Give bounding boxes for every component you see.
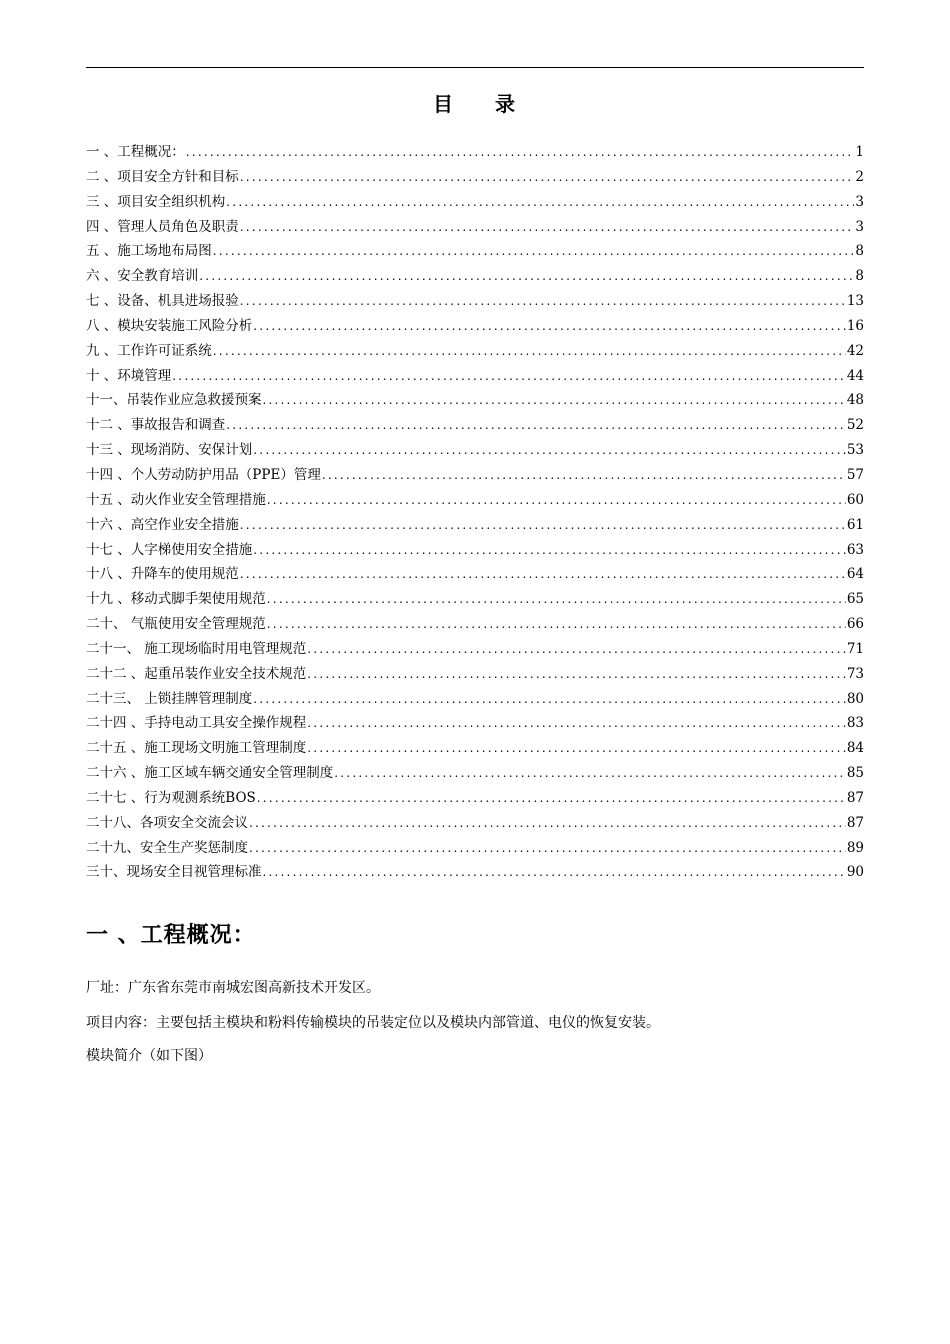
toc-entry-page: 3 <box>855 193 864 210</box>
toc-entry-page: 13 <box>846 293 864 310</box>
toc-entry-page: 2 <box>855 168 864 185</box>
section-heading: 一 、工程概况： <box>86 923 256 948</box>
toc-leader-dots <box>240 515 846 535</box>
toc-entry[interactable] <box>86 540 864 565</box>
toc-entry[interactable] <box>86 341 864 366</box>
toc-entry-label: 十八 、升降车的使用规范 <box>86 566 239 583</box>
toc-entry[interactable] <box>86 689 864 714</box>
toc-entry-page: 89 <box>846 839 864 856</box>
toc-entry-label: 十七 、人字梯使用安全措施 <box>86 541 253 558</box>
toc-entry-label: 三十、现场安全目视管理标准 <box>86 864 262 881</box>
toc-entry-page: 87 <box>846 814 864 831</box>
toc-entry-label: 二十八、各项安全交流会议 <box>86 814 248 831</box>
toc-entry-label: 九 、工作许可证系统 <box>86 342 212 359</box>
toc-entry-label: 二十五 、施工现场文明施工管理制度 <box>86 740 307 757</box>
toc-entry-page: 52 <box>846 417 864 434</box>
toc-entry[interactable] <box>86 490 864 515</box>
toc-entry-page: 48 <box>846 392 864 409</box>
toc-entry-label: 十五 、动火作业安全管理措施 <box>86 491 266 508</box>
toc-entry[interactable] <box>86 390 864 415</box>
toc-title <box>0 88 950 117</box>
toc-entry-page: 63 <box>846 541 864 558</box>
toc-entry-label: 二十二 、起重吊装作业安全技术规范 <box>86 665 307 682</box>
toc-entry[interactable] <box>86 614 864 639</box>
toc-entry-label: 二 、项目安全方针和目标 <box>86 168 239 185</box>
toc-entry-page: 66 <box>846 616 864 633</box>
toc-leader-dots <box>240 564 846 584</box>
toc-leader-dots <box>253 440 846 460</box>
toc-title-part1: 目 <box>433 92 455 116</box>
toc-entry[interactable] <box>86 266 864 291</box>
toc-entry-label: 三 、项目安全组织机构 <box>86 193 226 210</box>
toc-leader-dots <box>322 465 846 485</box>
toc-leader-dots <box>267 490 846 510</box>
toc-leader-dots <box>307 639 846 659</box>
toc-leader-dots <box>263 390 846 410</box>
toc-entry-label: 七 、设备、机具进场报验 <box>86 293 239 310</box>
toc-leader-dots <box>253 316 846 336</box>
toc-entry[interactable] <box>86 192 864 217</box>
toc-entry-label: 二十、 气瓶使用安全管理规范 <box>86 616 266 633</box>
toc-leader-dots <box>307 664 846 684</box>
toc-entry-label: 二十一、 施工现场临时用电管理规范 <box>86 640 307 657</box>
toc-entry-label: 二十六 、施工区域车辆交通安全管理制度 <box>86 765 334 782</box>
toc-entry-page: 1 <box>855 144 864 160</box>
toc-entry-page: 64 <box>846 566 864 583</box>
toc-entry[interactable] <box>86 738 864 763</box>
toc-entry[interactable] <box>86 440 864 465</box>
toc-leader-dots <box>257 788 846 808</box>
toc-entry-page: 53 <box>846 442 864 459</box>
toc-leader-dots <box>226 192 854 212</box>
toc-leader-dots <box>199 266 854 286</box>
toc-entry[interactable] <box>86 838 864 863</box>
toc-entry-page: 60 <box>846 491 864 508</box>
toc-leader-dots <box>267 614 846 634</box>
toc-entry-page: 73 <box>846 665 864 682</box>
toc-entry-label: 十六 、高空作业安全措施 <box>86 516 239 533</box>
project-scope-paragraph: 项目内容：主要包括主模块和粉料传输模块的吊装定位以及模块内部管道、电仪的恢复安装。 <box>86 1015 660 1031</box>
toc-leader-dots <box>213 241 855 261</box>
toc-leader-dots <box>172 366 846 386</box>
toc-entry[interactable] <box>86 515 864 540</box>
toc-entry-label: 一 、工程概况： <box>86 144 185 160</box>
module-intro-paragraph: 模块简介（如下图） <box>86 1048 212 1064</box>
toc-entry-page: 80 <box>846 690 864 707</box>
toc-entry[interactable] <box>86 664 864 689</box>
toc-entry[interactable] <box>86 217 864 242</box>
toc-leader-dots <box>307 738 846 758</box>
toc-entry[interactable] <box>86 291 864 316</box>
toc-leader-dots <box>249 838 846 858</box>
toc-entry-page: 83 <box>846 715 864 732</box>
toc-entry[interactable] <box>86 316 864 341</box>
toc-entry[interactable] <box>86 639 864 664</box>
toc-entry-page: 84 <box>846 740 864 757</box>
toc-entry-label: 十二 、事故报告和调查 <box>86 417 226 434</box>
toc-entry[interactable] <box>86 241 864 266</box>
toc-entry[interactable] <box>86 465 864 490</box>
toc-entry-label: 十一、吊装作业应急救援预案 <box>86 392 262 409</box>
toc-leader-dots <box>253 540 846 560</box>
toc-entry-label: 十九 、移动式脚手架使用规范 <box>86 591 266 608</box>
toc-entry[interactable] <box>86 167 864 192</box>
toc-entry-page: 3 <box>855 218 864 235</box>
toc-entry-page: 16 <box>846 317 864 334</box>
toc-entry-label: 六 、安全教育培训 <box>86 268 199 285</box>
table-of-contents <box>86 142 864 887</box>
toc-leader-dots <box>307 713 846 733</box>
toc-entry-label: 五 、施工场地布局图 <box>86 243 212 260</box>
toc-entry-page: 65 <box>846 591 864 608</box>
toc-entry[interactable] <box>86 788 864 813</box>
toc-entry-page: 71 <box>846 640 864 657</box>
toc-entry-label: 二十九、安全生产奖惩制度 <box>86 839 248 856</box>
toc-entry-page: 8 <box>855 243 864 260</box>
toc-leader-dots <box>226 415 846 435</box>
toc-leader-dots <box>240 291 846 311</box>
toc-entry[interactable] <box>86 862 864 887</box>
toc-leader-dots <box>253 689 846 709</box>
toc-entry[interactable] <box>86 366 864 391</box>
toc-leader-dots <box>267 589 846 609</box>
toc-entry[interactable] <box>86 763 864 788</box>
toc-entry-page: 90 <box>846 864 864 881</box>
toc-entry-label: 十四 、个人劳动防护用品（PPE）管理 <box>86 466 321 483</box>
toc-entry[interactable] <box>86 813 864 838</box>
toc-entry[interactable] <box>86 415 864 440</box>
toc-entry-label: 八 、模块安装施工风险分析 <box>86 317 253 334</box>
toc-entry-label: 二十三、 上锁挂牌管理制度 <box>86 690 253 707</box>
toc-leader-dots <box>249 813 846 833</box>
toc-entry-label: 四 、管理人员角色及职责 <box>86 218 239 235</box>
toc-entry[interactable] <box>86 142 864 167</box>
toc-leader-dots <box>213 341 846 361</box>
toc-leader-dots <box>240 217 855 237</box>
toc-entry-label: 二十四 、手持电动工具安全操作规程 <box>86 715 307 732</box>
toc-entry-label: 二十七 、行为观测系统BOS <box>86 789 256 806</box>
toc-leader-dots <box>240 167 855 187</box>
toc-entry-page: 8 <box>855 268 864 285</box>
toc-entry-page: 44 <box>846 367 864 384</box>
toc-entry-page: 57 <box>846 466 864 483</box>
site-address-paragraph: 厂址：广东省东莞市南城宏图高新技术开发区。 <box>86 980 380 996</box>
toc-entry-page: 61 <box>846 516 864 533</box>
toc-entry-label: 十 、环境管理 <box>86 367 172 384</box>
toc-entry-page: 85 <box>846 765 864 782</box>
toc-entry[interactable] <box>86 564 864 589</box>
toc-entry-label: 十三 、现场消防、安保计划 <box>86 442 253 459</box>
toc-entry-page: 42 <box>846 342 864 359</box>
toc-leader-dots <box>263 862 846 882</box>
toc-leader-dots <box>334 763 846 783</box>
toc-entry[interactable] <box>86 713 864 738</box>
toc-entry[interactable] <box>86 589 864 614</box>
toc-leader-dots <box>186 142 855 162</box>
toc-title-part2: 录 <box>495 92 517 116</box>
header-rule <box>86 67 864 68</box>
toc-entry-page: 87 <box>846 789 864 806</box>
